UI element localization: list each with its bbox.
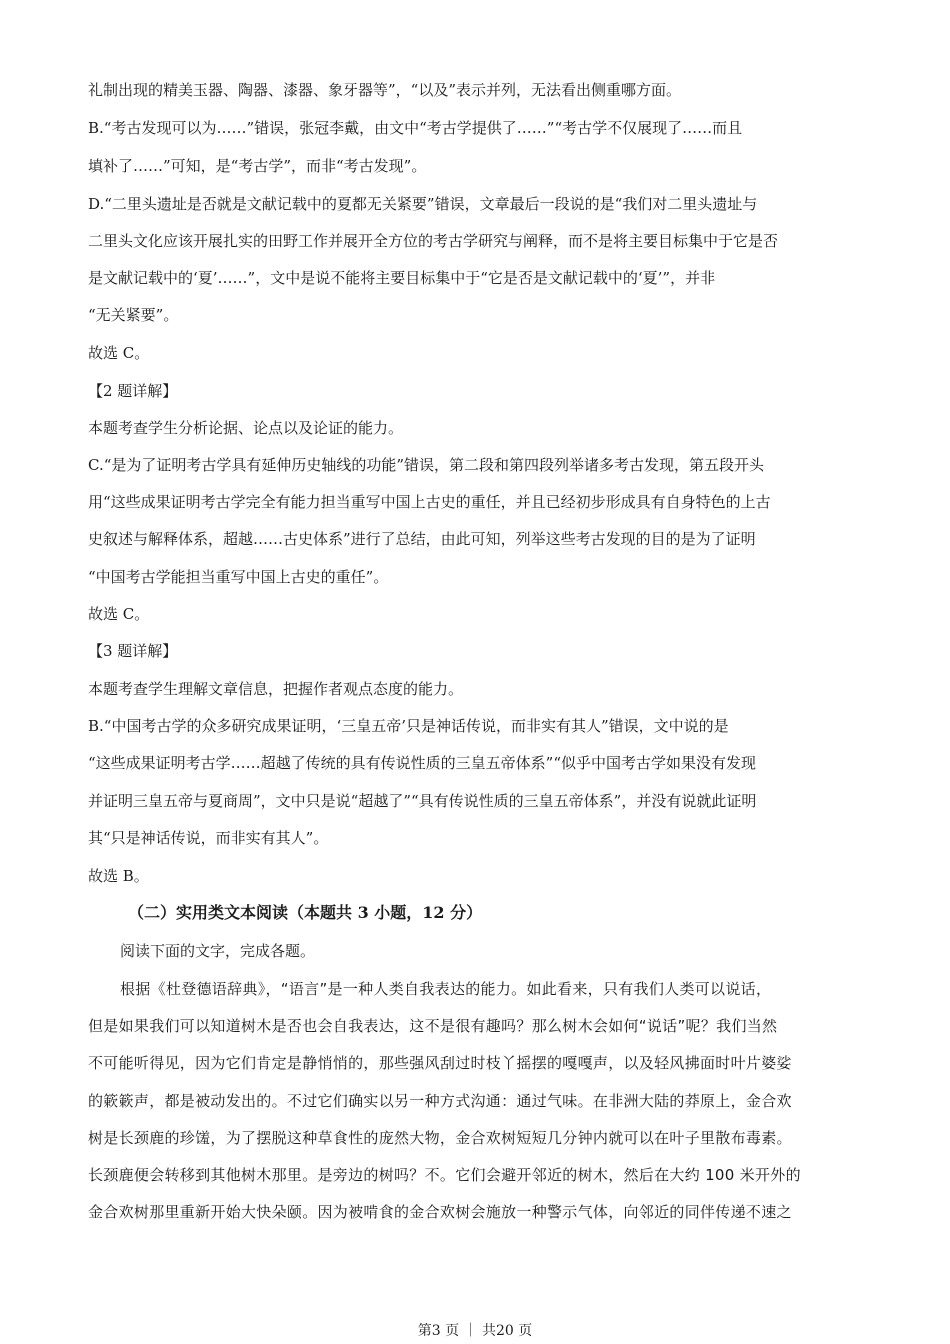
answer-line: 礼制出现的精美玉器、陶器、漆器、象牙器等”，“以及”表示并列，无法看出侧重哪方面。 [88,81,682,99]
answer-line: “这些成果证明考古学……超越了传统的具有传说性质的三皇五帝体系”“似乎中国考古学如果没有发现 [88,754,757,772]
answer-line: 本题考查学生分析论据、论点以及论证的能力。 [88,419,404,437]
subquestion-heading: 【2 题详解】 [88,382,178,400]
section-heading: （二）实用类文本阅读（本题共 3 小题，12 分） [128,903,483,922]
passage-line: 不可能听得见，因为它们肯定是静悄悄的，那些强风刮过时枝丫摇摆的嘎嘎声，以及轻风拂面时叶片婆娑 [88,1054,792,1072]
answer-line: 本题考查学生理解文章信息，把握作者观点态度的能力。 [88,680,464,698]
passage-line: 的簌簌声，都是被动发出的。不过它们确实以另一种方式沟通：通过气味。在非洲大陆的莽原上，金合欢 [88,1092,792,1110]
answer-line: B.“中国考古学的众多研究成果证明，‘三皇五帝’只是神话传说，而非实有其人”错误，文中说的是 [88,717,729,735]
passage-line: 根据《杜登德语辞典》，“语言”是一种人类自我表达的能力。如此看来，只有我们人类可以说话， [120,980,772,998]
answer-line: “中国考古学能担当重写中国上古史的重任”。 [88,568,389,586]
answer-line: 用“这些成果证明考古学完全有能力担当重写中国上古史的重任，并且已经初步形成具有自身特色的上古 [88,493,771,511]
answer-line: 填补了……”可知，是“考古学”，而非“考古发现”。 [88,157,427,175]
answer-line: B.“考古发现可以为……”错误，张冠李戴，由文中“考古学提供了……”“考古学不仅展现了……而且 [88,119,743,137]
subquestion-heading: 【3 题详解】 [88,642,178,660]
instruction-text: 阅读下面的文字，完成各题。 [120,942,316,960]
answer-line: 并证明三皇五帝与夏商周”，文中只是说“超越了”“具有传说性质的三皇五帝体系”，并没有说就此证明 [88,792,757,810]
page-footer: 第3 页 ｜ 共20 页 [417,1323,533,1339]
answer-line: 史叙述与解释体系，超越……古史体系”进行了总结，由此可知，列举这些考古发现的目的是为了证明 [88,530,756,548]
passage-line: 长颈鹿便会转移到其他树木那里。是旁边的树吗？不。它们会避开邻近的树木，然后在大约 100 米开外的 [88,1166,801,1184]
passage-line: 但是如果我们可以知道树木是否也会自我表达，这不是很有趣吗？那么树木会如何“说话”呢？我们当然 [88,1017,778,1035]
answer-line: 故选 C。 [88,605,150,623]
answer-line: D.“二里头遗址是否就是文献记载中的夏都无关紧要”错误，文章最后一段说的是“我们对二里头遗址与 [88,195,758,213]
answer-line: 二里头文化应该开展扎实的田野工作并展开全方位的考古学研究与阐释，而不是将主要目标集中于它是否 [88,232,779,250]
answer-line: 其“只是神话传说，而非实有其人”。 [88,829,329,847]
passage-line: 树是长颈鹿的珍馐，为了摆脱这种草食性的庞然大物，金合欢树短短几分钟内就可以在叶子里散布毒素。 [88,1129,792,1147]
passage-line: 金合欢树那里重新开始大快朵颐。因为被啃食的金合欢树会施放一种警示气体，向邻近的同伴传递不速之 [88,1203,792,1221]
answer-line: 是文献记载中的‘夏’……”，文中是说不能将主要目标集中于“它是否是文献记载中的‘夏’”，并非 [88,269,716,287]
answer-line: 故选 B。 [88,867,149,885]
answer-line: 故选 C。 [88,344,150,362]
answer-line: “无关紧要”。 [88,306,179,324]
answer-line: C.“是为了证明考古学具有延伸历史轴线的功能”错误，第二段和第四段列举诸多考古发现，第五段开头 [88,456,765,474]
